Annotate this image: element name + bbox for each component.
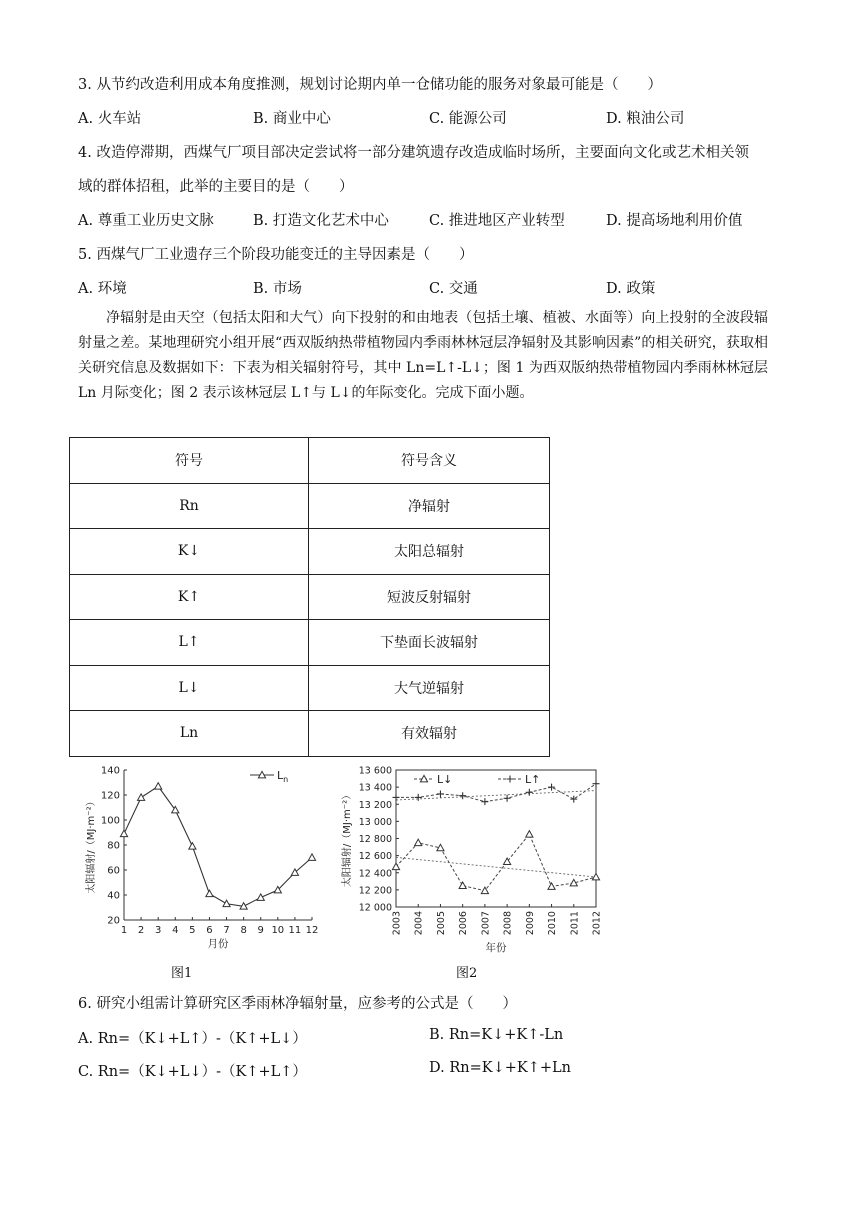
y-tick-label: 12 200 [358,885,392,897]
table-header-row [70,438,550,484]
q4-option-b: B. 打造文化艺术中心 [253,213,389,229]
y-tick-label: 13 400 [358,782,392,794]
table-cell-meaning: 短波反射辐射 [309,574,550,620]
x-tick-label: 2003 [391,911,403,936]
data-point [415,794,422,801]
y-tick-label: 100 [100,815,120,827]
q6-option-d: D. Rn=K↓+K↑+Ln [429,1060,571,1076]
q6-option-b: B. Rn=K↓+K↑-Ln [429,1027,564,1043]
table-row [70,483,550,529]
data-point [504,795,511,802]
table-header-symbol: 符号 [70,438,309,484]
q5-stem: 5. 西煤气厂工业遗存三个阶段功能变迁的主导因素是（ ） [78,247,474,263]
data-point [120,830,127,836]
q4-stem-line1: 4. 改造停滞期，西煤气厂项目部决定尝试将一部分建筑遗存改造成临时场所，主要面向文化或艺术相关领 [78,145,749,161]
symbol-table [69,437,550,757]
series-line-l-up [396,784,596,802]
data-point [393,794,400,801]
q5-option-d: D. 政策 [606,281,656,297]
figure1-caption: 图1 [171,966,193,981]
x-tick-label: 9 [257,925,264,936]
y-tick-label: 140 [100,765,120,777]
table-cell-meaning: 有效辐射 [309,711,550,757]
data-point [526,789,533,796]
table-cell-symbol: L↑ [70,620,309,666]
y-tick-label: 12 600 [358,851,392,863]
x-tick-label: 3 [154,925,162,936]
x-tick-label: 1 [120,925,128,936]
y-tick-label: 12 400 [358,868,392,880]
y-tick-label: 13 600 [358,765,392,777]
data-point [592,873,599,879]
table-cell-symbol: L↓ [70,665,309,711]
table-row [70,529,550,575]
data-point [206,890,213,896]
table-cell-symbol: K↑ [70,574,309,620]
x-tick-label: 2004 [413,911,425,936]
data-point [548,883,555,889]
y-tick-label: 120 [100,790,120,802]
data-point [223,900,230,906]
data-point [459,792,466,799]
trend-line-l-down [396,857,596,877]
data-point [155,783,162,789]
q3-option-b: B. 商业中心 [253,111,331,127]
q5-option-c: C. 交通 [429,281,478,297]
x-tick-label: 2009 [524,911,536,936]
series-line-l-down [396,834,596,891]
q5-option-b: B. 市场 [253,281,302,297]
table-cell-symbol: K↓ [70,529,309,575]
data-point [593,780,600,787]
data-point [481,798,488,805]
table-header-meaning: 符号含义 [309,438,550,484]
table-cell-symbol: Ln [70,711,309,757]
y-tick-label: 12 000 [358,902,392,914]
q3-option-a: A. 火车站 [78,111,142,127]
q4-option-a: A. 尊重工业历史文脉 [78,213,214,229]
table-cell-meaning: 大气逆辐射 [309,665,550,711]
x-tick-label: 2011 [569,911,581,936]
x-tick-label: 8 [240,925,247,936]
x-tick-label: 11 [288,925,302,936]
q4-stem-line2: 域的群体招租，此举的主要目的是（ ） [78,179,354,195]
data-point [437,790,444,797]
y-tick-label: 20 [107,915,120,927]
trend-line-l-up [396,791,596,800]
x-tick-label: 2005 [435,911,447,936]
x-axis-label: 月份 [207,938,229,950]
x-tick-label: 4 [172,925,179,936]
table-row [70,574,550,620]
y-tick-label: 12 800 [358,834,392,845]
legend-label: L↓ [437,773,453,786]
data-point [257,894,264,900]
y-axis-label: 太阳辐射/（MJ·m⁻²） [342,789,353,888]
x-tick-label: 2006 [458,911,470,936]
table-row [70,711,550,757]
q6-option-a: A. Rn=（K↓+L↑）-（K↑+L↓） [78,1031,307,1047]
q4-option-c: C. 推进地区产业转型 [429,213,565,229]
data-point [459,882,466,888]
data-point [189,843,196,849]
x-tick-label: 2 [137,925,145,936]
figure2-caption: 图2 [456,966,478,981]
y-tick-label: 60 [107,865,120,877]
x-tick-label: 2010 [547,911,559,936]
x-tick-label: 10 [271,925,285,936]
data-point [137,794,144,800]
x-tick-label: 5 [189,925,196,936]
x-tick-label: 2008 [502,911,514,936]
q5-option-a: A. 环境 [78,281,127,297]
table-cell-symbol: Rn [70,483,309,529]
q6-stem: 6. 研究小组需计算研究区季雨林净辐射量，应参考的公式是（ ） [78,996,517,1012]
x-tick-label: 7 [223,925,230,936]
x-tick-label: 6 [206,925,213,936]
figure1-line-chart [82,760,332,958]
data-point [526,831,533,837]
series-line-ln [124,786,312,906]
legend-label-subscript: n [283,775,289,784]
y-tick-label: 13 200 [358,799,392,811]
x-tick-label: 12 [305,925,319,936]
legend-label: $L_n$ [277,769,289,784]
data-point [548,784,555,791]
table-cell-meaning: 下垫面长波辐射 [309,620,550,666]
q3-stem: 3. 从节约改造利用成本角度推测，规划讨论期内单一仓储功能的服务对象最可能是（ ） [78,77,662,93]
legend-label: L↑ [525,773,541,786]
legend-marker [507,776,514,783]
plot-frame [396,770,596,907]
q6-option-c: C. Rn=（K↓+L↓）-（K↑+L↑） [78,1064,307,1080]
table-row [70,665,550,711]
x-tick-label: 2012 [591,911,603,936]
data-point [570,796,577,803]
y-tick-label: 80 [107,840,120,852]
data-point [392,863,399,869]
x-axis-label: 年份 [485,942,507,954]
data-point [308,854,315,860]
y-axis-label: 太阳辐射/（MJ·m⁻²） [86,796,97,894]
q3-option-c: C. 能源公司 [429,111,507,127]
passage [78,306,768,406]
passage-text: 净辐射是由天空（包括太阳和大气）向下投射的和由地表（包括土壤、植被、水面等）向上投射的全波段辐射量之差。某地理研究小组开展“西双版纳热带植物园内季雨林林冠层净辐射及其影响因素”的相关研究，获取相关研究信息及数据如下：下表为相关辐射符号，其中 Ln=L↑-L↓；图 1 为西双版纳热带植物园内季雨林林冠层 Ln 月际变化；图 2 表示该林冠层 L↑与 L↓的年际变化。完成下面小题。 [78,310,768,401]
data-point [415,839,422,845]
q4-option-d: D. 提高场地利用价值 [606,213,743,229]
y-tick-label: 40 [107,890,120,902]
table-cell-meaning: 净辐射 [309,483,550,529]
table-cell-meaning: 太阳总辐射 [309,529,550,575]
q3-option-d: D. 粮油公司 [606,111,685,127]
figure2-line-chart [338,762,608,960]
x-tick-label: 2007 [480,911,492,936]
y-tick-label: 13 000 [358,816,392,828]
table-row [70,620,550,666]
